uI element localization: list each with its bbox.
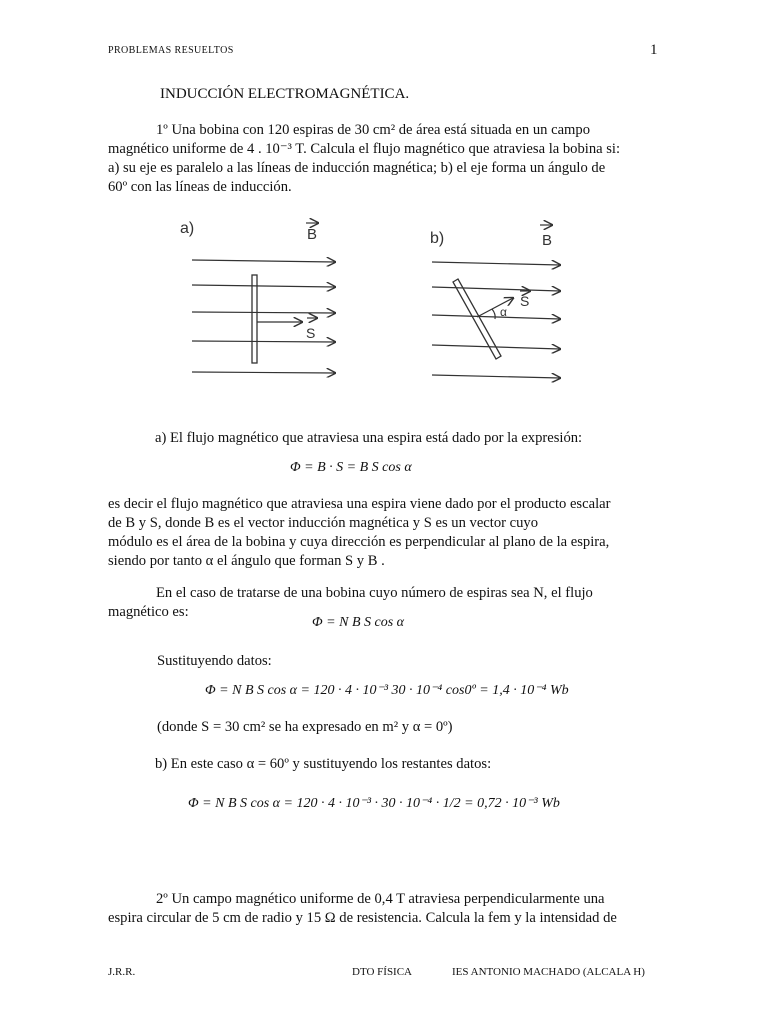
- vector-b-label-b: B: [542, 232, 553, 249]
- problem2-statement: [108, 890, 660, 928]
- coil-a: [252, 275, 257, 363]
- statement-line: 1º Una bobina con 120 espiras de 30 cm² de área está situada en un campo: [156, 122, 591, 138]
- induction-figure: [170, 205, 590, 405]
- equation-result-a: Φ = N B S cos α = 120 · 4 · 10⁻³ 30 · 10⁻⁴ cos0º = 1,4 · 10⁻⁴ Wb: [205, 683, 569, 698]
- sustituyendo-label: Sustituyendo datos:: [157, 653, 272, 669]
- panel-b-label: b): [430, 230, 445, 247]
- explanation-line: es decir el flujo magnético que atraviesa una espira viene dado por el producto escalar: [108, 496, 611, 512]
- page-number: 1: [650, 42, 658, 58]
- explanation: [108, 495, 660, 571]
- donde-note: (donde S = 30 cm² se ha expresado en m² y α = 0º): [157, 719, 453, 735]
- equation-result-b: Φ = N B S cos α = 120 · 4 · 10⁻³ · 30 · 10⁻⁴ · 1/2 = 0,72 · 10⁻³ Wb: [188, 796, 560, 811]
- field-line: [192, 312, 335, 313]
- field-line: [432, 315, 560, 319]
- field-line: [192, 341, 335, 342]
- explanation-line: módulo es el área de la bobina y cuya dirección es perpendicular al plano de la espira,: [108, 534, 610, 550]
- footer-author: J.R.R.: [108, 966, 136, 978]
- field-line: [432, 375, 560, 378]
- footer-school: IES ANTONIO MACHADO (ALCALA H): [452, 966, 645, 978]
- field-line: [192, 260, 335, 262]
- problem1-statement: [108, 121, 660, 197]
- part-a-intro: a) El flujo magnético que atraviesa una espira está dado por la expresión:: [155, 430, 583, 446]
- problem2-line: 2º Un campo magnético uniforme de 0,4 T atraviesa perpendicularmente una: [156, 891, 605, 907]
- page-title: INDUCCIÓN ELECTROMAGNÉTICA.: [160, 86, 410, 102]
- running-header: PROBLEMAS RESUELTOS: [108, 45, 234, 56]
- field-line: [192, 285, 335, 287]
- equation-coil-flux: Φ = N B S cos α: [312, 615, 405, 630]
- explanation-line: de B y S, donde B es el vector inducción magnética y S es un vector cuyo: [108, 515, 539, 531]
- statement-line: magnético uniforme de 4 . 10⁻³ T. Calcula el flujo magnético que atraviesa la bobina si:: [108, 141, 621, 157]
- vector-s-label-b: S: [520, 293, 530, 309]
- statement-line: 60º con las líneas de inducción.: [108, 179, 292, 195]
- footer-department: DTO FÍSICA: [352, 966, 413, 978]
- panel-a-label: a): [180, 220, 195, 237]
- equation-flux: Φ = B · S = B S cos α: [290, 460, 412, 475]
- coil-line: magnético es:: [108, 604, 189, 620]
- problem2-line: espira circular de 5 cm de radio y 15 Ω de resistencia. Calcula la fem y la intensidad de: [108, 910, 617, 926]
- statement-line: a) su eje es paralelo a las líneas de inducción magnética; b) el eje forma un ángulo de: [108, 160, 606, 176]
- coil-line: En el caso de tratarse de una bobina cuyo número de espiras sea N, el flujo: [156, 585, 593, 601]
- field-line: [432, 287, 560, 291]
- field-line: [192, 372, 335, 373]
- explanation-line: siendo por tanto α el ángulo que forman S y B .: [108, 553, 385, 569]
- vector-b-label-a: B: [307, 226, 318, 243]
- part-b-intro: b) En este caso α = 60º y sustituyendo los restantes datos:: [155, 756, 492, 772]
- vector-s-label-a: S: [306, 325, 316, 341]
- alpha-label: α: [500, 305, 507, 319]
- field-line: [432, 262, 560, 265]
